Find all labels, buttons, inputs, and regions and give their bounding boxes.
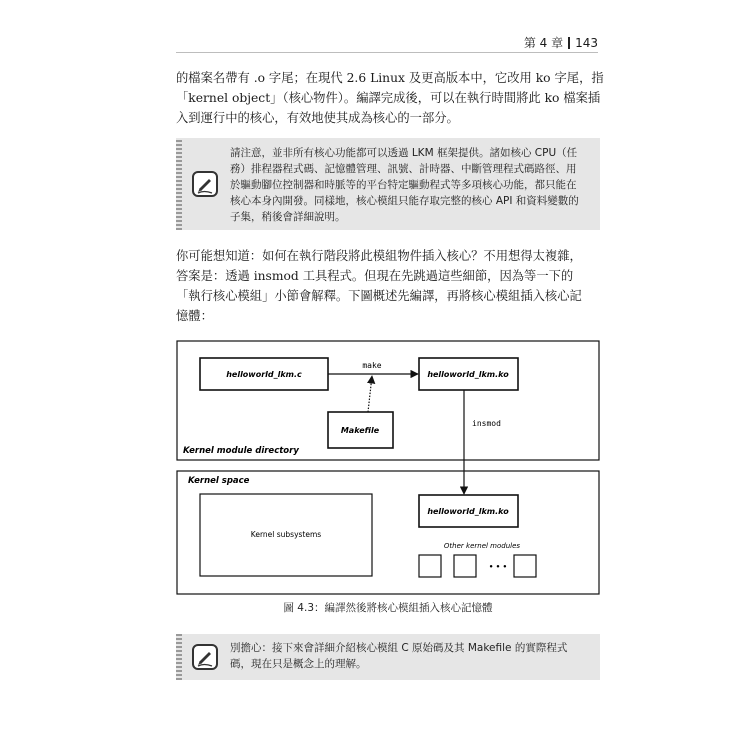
other-module-box [514, 555, 536, 577]
paragraph-line: 憶體： [176, 309, 213, 323]
other-module-box [454, 555, 476, 577]
paragraph-line: 你可能想知道：如何在執行階段將此模組物件插入核心？不用想得太複雜， [176, 249, 582, 263]
note-box-1 [176, 138, 600, 230]
paragraph-line: 「執行核心模組」小節會解釋。下圖概述先編譯，再將核心模組插入核心記 [176, 289, 582, 303]
note-line: 子集，稍後會詳細說明。 [230, 211, 346, 223]
note-box-2 [176, 634, 600, 680]
paragraph-line: 的檔案名帶有 .o 字尾；在現代 2.6 Linux 及更高版本中，它改用 ko 字尾，指 [176, 71, 604, 85]
paragraph-line: 「kernel object」（核心物件）。編譯完成後，可以在執行時間將此 ko 檔案插 [176, 91, 601, 105]
other-modules-label: Other kernel modules [443, 542, 521, 550]
figure-caption: 圖 4.3：編譯然後將核心模組插入核心記憶體 [283, 602, 493, 614]
header-text [524, 34, 598, 51]
paragraph-line: 入到運行中的核心，有效地使其成為核心的一部分。 [176, 111, 459, 125]
note-line: 碼，現在只是概念上的理解。 [230, 658, 367, 670]
chapter-label: 第 4 章 [523, 36, 564, 50]
ellipsis-label: • • • [488, 563, 508, 571]
pen-note-icon [190, 169, 220, 199]
note-1-text [230, 145, 590, 225]
loaded-module-label: helloworld_lkm.ko [427, 507, 509, 516]
paragraph-line: 答案是：透過 insmod 工具程式。但現在先跳過這些細節，因為等一下的 [176, 269, 574, 283]
paragraph-2 [176, 246, 600, 326]
note-line: 務）排程器程式碼、記憶體管理、訊號、計時器、中斷管理程式碼路徑、用 [230, 163, 577, 175]
kernel-module-diagram [176, 340, 600, 596]
header-separator [568, 37, 570, 49]
paragraph-1 [176, 68, 604, 128]
page-header [176, 34, 598, 53]
insmod-label: insmod [472, 419, 501, 428]
makefile-label: Makefile [340, 426, 380, 435]
note-2-text [230, 640, 590, 672]
other-module-box [419, 555, 441, 577]
kernel-subsystems-label: Kernel subsystems [250, 530, 322, 539]
kernel-space-label: Kernel space [188, 476, 250, 486]
module-directory-label: Kernel module directory [183, 446, 299, 456]
note-line: 請注意，並非所有核心功能都可以透過 LKM 框架提供。諸如核心 CPU（任 [230, 147, 578, 159]
note-line: 核心本身內開發。同樣地，核心模組只能存取完整的核心 API 和資料變數的 [230, 195, 579, 207]
page-number: 143 [575, 36, 598, 50]
source-file-label: helloworld_lkm.c [226, 370, 302, 379]
make-label: make [362, 361, 382, 370]
note-line: 別擔心：接下來會詳細介紹核心模組 C 原始碼及其 Makefile 的實際程式 [230, 642, 568, 654]
pen-note-icon [190, 642, 220, 672]
object-file-label: helloworld_lkm.ko [427, 370, 509, 379]
note-line: 於驅動腳位控制器和時脈等的平台特定驅動程式等多項核心功能，都只能在 [230, 179, 577, 191]
